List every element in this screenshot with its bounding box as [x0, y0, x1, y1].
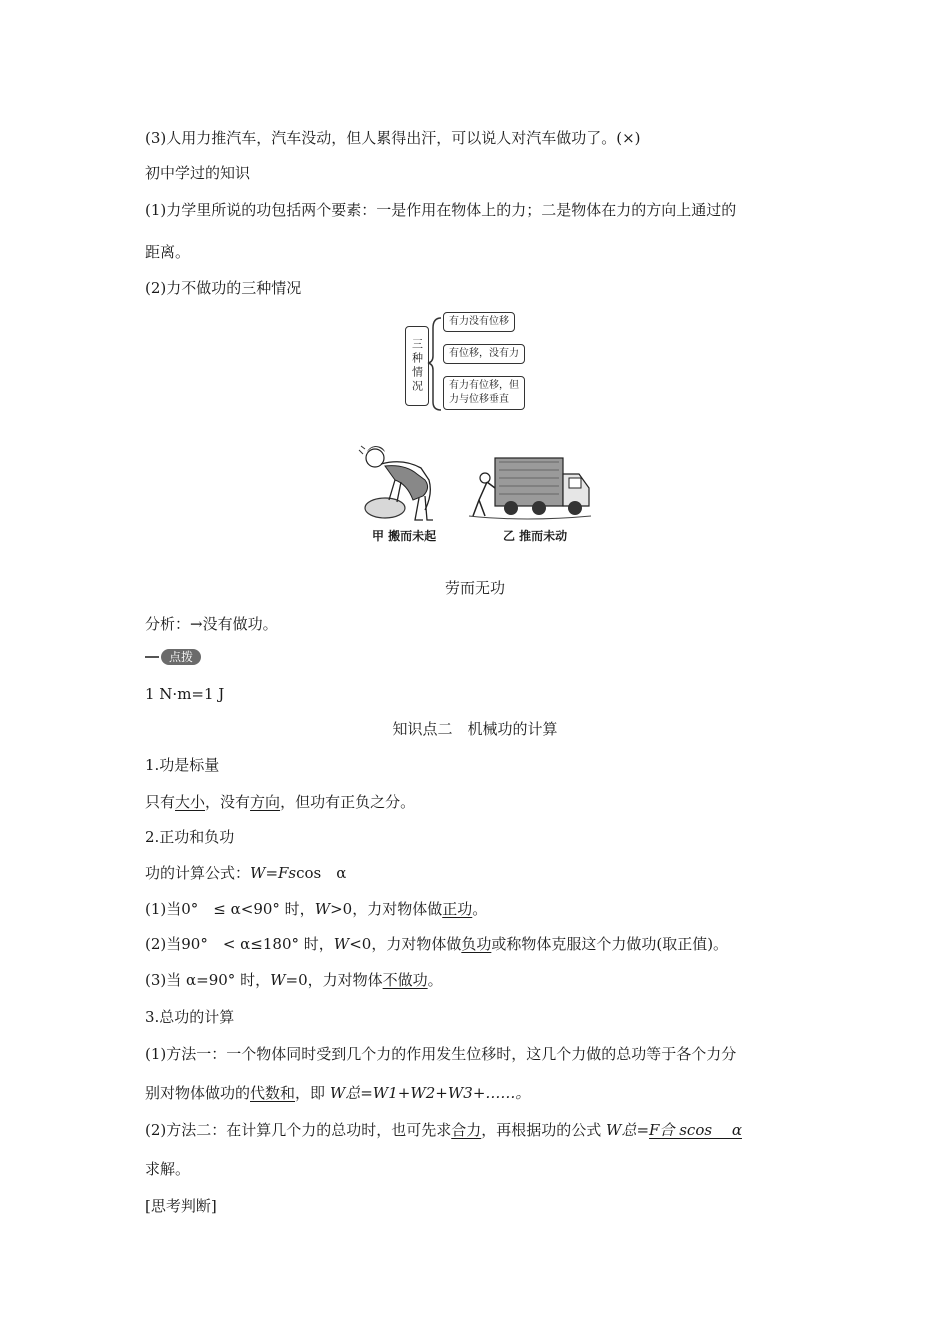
diagram-box-line: 有力有位移，但: [449, 380, 519, 391]
text: 。: [427, 971, 443, 989]
text-line: (2)力不做功的三种情况: [145, 279, 302, 297]
symbol: Fs: [278, 864, 297, 882]
formula-part: F合 s: [649, 1121, 687, 1139]
subsection-head: 1.功是标量: [145, 756, 220, 774]
figure-caption-left: 甲 搬而未起: [372, 529, 437, 543]
answer-blank: 合力: [451, 1121, 482, 1139]
answer-blank: 负功: [461, 935, 492, 953]
answer-blank: 方向: [250, 793, 281, 811]
text: 或称物体克服这个力做功(取正值)。: [491, 935, 729, 953]
answer-blank: 正功: [442, 900, 473, 918]
diagram-box: [443, 376, 525, 410]
text: 别对物体做功的: [145, 1084, 251, 1102]
diagram-box: 有位移，没有力: [443, 344, 525, 364]
symbol: W: [314, 900, 331, 918]
text-line: (3)人用力推汽车，汽车没动，但人累得出汗，可以说人对汽车做功了。(×): [145, 129, 641, 147]
text: ，但功有正负之分。: [280, 793, 416, 811]
text: >0，力对物体做: [330, 900, 443, 918]
text-line: [145, 1083, 530, 1103]
text: cos α: [296, 864, 347, 882]
text-line: [145, 899, 487, 919]
text: (2)当90° < α≤180° 时，: [145, 935, 334, 953]
text-line: (1)方法一：一个物体同时受到几个力的作用发生位移时，这几个力做的总功等于各个力分: [145, 1045, 737, 1063]
text: (2)方法二：在计算几个力的总功时，也可先求: [145, 1121, 452, 1139]
text: 只有: [145, 793, 176, 811]
text-line: [145, 970, 443, 990]
answer-blank: 大小: [175, 793, 206, 811]
diagram-main-box: 三种情况: [405, 326, 429, 406]
formula: W总=W1+W2+W3+……。: [329, 1084, 531, 1102]
text: ，再根据功的公式: [481, 1121, 607, 1139]
text: (3)当 α=90° 时，: [145, 971, 271, 989]
text: =0，力对物体: [285, 971, 383, 989]
text: ，没有: [205, 793, 251, 811]
symbol: W: [333, 935, 350, 953]
text-line: 初中学过的知识: [145, 164, 251, 182]
think-heading: [思考判断]: [145, 1197, 217, 1215]
answer-blank: 代数和: [250, 1084, 296, 1102]
subsection-head: 3.总功的计算: [145, 1008, 235, 1026]
figure-caption-right: 乙 推而未动: [503, 529, 568, 543]
text-line: [145, 934, 728, 954]
formula: W总=: [606, 1121, 650, 1139]
text: ，即: [295, 1084, 330, 1102]
symbol: W: [250, 864, 266, 882]
person-lifting-illustration: [355, 440, 445, 525]
text-line: [145, 792, 415, 812]
section-title: 知识点二 机械功的计算: [392, 720, 558, 738]
figure-title: 劳而无功: [444, 579, 505, 597]
text: (1)当0° ≤ α<90° 时，: [145, 900, 315, 918]
formula-line: [145, 863, 346, 883]
diagram-box: 有力没有位移: [443, 312, 515, 332]
text-line: [145, 1120, 742, 1140]
text: 功的计算公式：: [145, 864, 251, 882]
text-line: (1)力学里所说的功包括两个要素：一是作用在物体上的力；二是物体在力的方向上通过的: [145, 201, 737, 219]
answer-blank: [649, 1121, 742, 1139]
unit-line: 1 N·m=1 J: [145, 685, 225, 703]
symbol: W: [270, 971, 286, 989]
person-pushing-truck-illustration: [465, 440, 595, 525]
badge-label: 点拨: [161, 649, 201, 665]
analysis-line: 分析：→没有做功。: [145, 615, 278, 633]
three-cases-diagram: [405, 310, 550, 415]
text-line: 求解。: [145, 1160, 191, 1178]
text: =: [265, 864, 279, 882]
subsection-head: 2.正功和负功: [145, 828, 235, 846]
text: <0，力对物体做: [349, 935, 462, 953]
diagram-box-line: 力与位移垂直: [449, 394, 509, 405]
tip-badge: [145, 648, 201, 666]
answer-blank: 不做功: [382, 971, 428, 989]
formula-part: cos α: [686, 1121, 742, 1139]
text: 。: [472, 900, 488, 918]
text-line: 距离。: [145, 243, 191, 261]
badge-dash: [145, 656, 159, 658]
